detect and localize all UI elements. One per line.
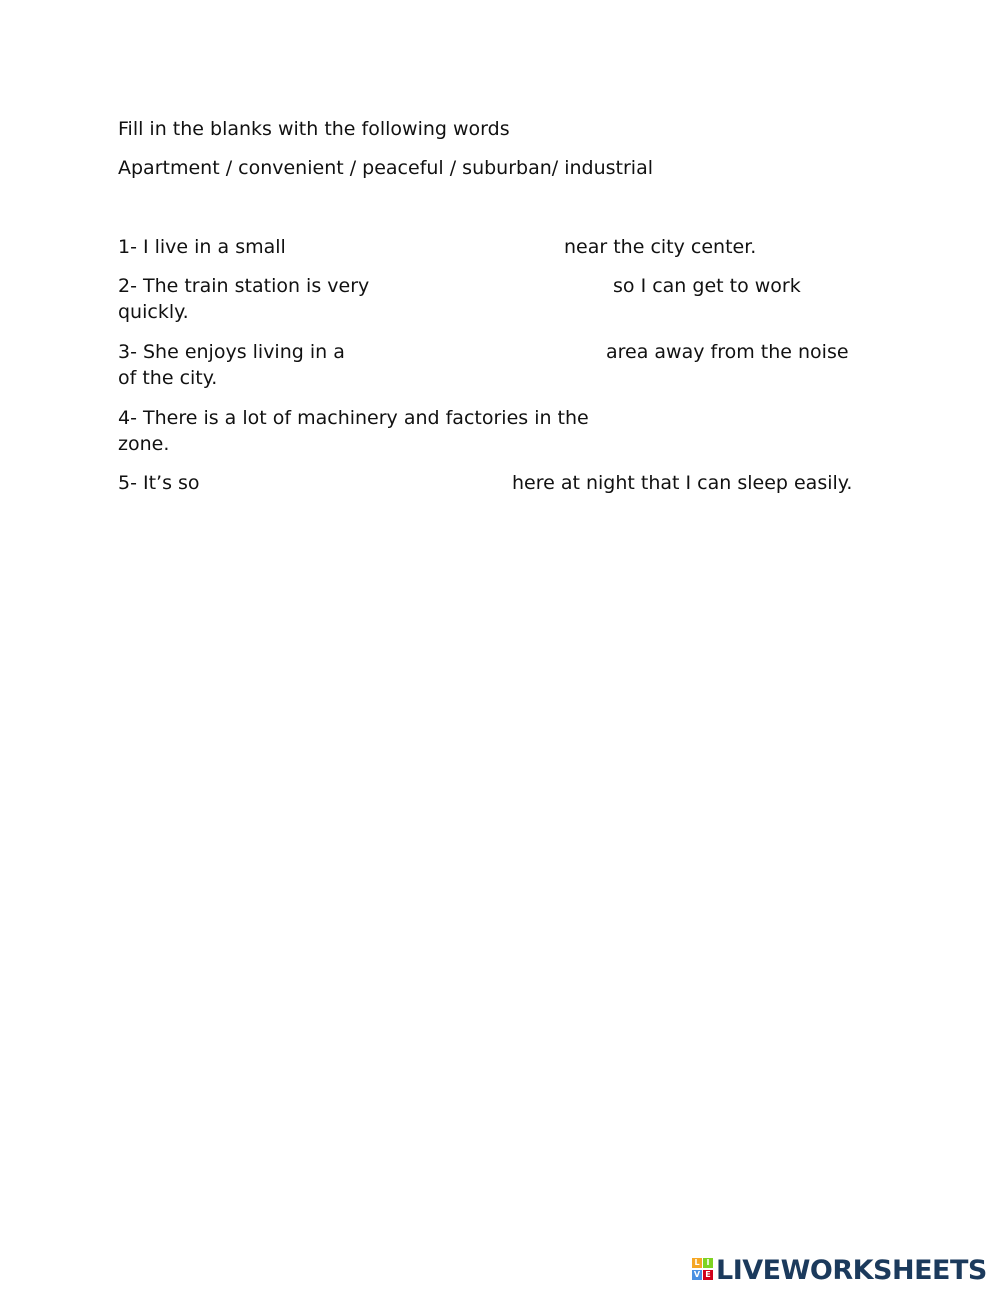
question-1-continuation: near the city center. (564, 236, 757, 258)
question-5-continuation: here at night that I can sleep easily. (512, 472, 853, 494)
question-1-text: 1- I live in a small (118, 236, 286, 258)
question-5-text: 5- It’s so (118, 472, 200, 494)
question-2-continuation-line2: quickly. (118, 301, 189, 323)
liveworksheets-logo-icon (692, 1258, 714, 1282)
question-3-continuation: area away from the noise (606, 341, 849, 363)
answer-2-input[interactable] (388, 272, 614, 298)
answer-1-input[interactable] (296, 233, 566, 259)
word-bank: Apartment / convenient / peaceful / suburban/ industrial (118, 157, 654, 179)
liveworksheets-logo (692, 1256, 987, 1284)
question-4-continuation: zone. (118, 433, 170, 455)
answer-3-input[interactable] (370, 338, 608, 364)
answer-4-input[interactable] (610, 404, 868, 430)
logo-mark-e: E (703, 1270, 713, 1280)
answer-5-input[interactable] (214, 469, 514, 495)
question-3-continuation-line2: of the city. (118, 367, 218, 389)
liveworksheets-logo-text: LIVEWORKSHEETS (716, 1254, 987, 1286)
question-2-continuation: so I can get to work (613, 275, 801, 297)
logo-mark-l: L (692, 1258, 702, 1268)
logo-mark-v: V (693, 1270, 701, 1279)
logo-mark-i: I (703, 1258, 713, 1268)
instructions-text: Fill in the blanks with the following words (118, 118, 510, 140)
question-4-text: 4- There is a lot of machinery and factories in the (118, 407, 589, 429)
question-2-text: 2- The train station is very (118, 275, 370, 297)
question-3-text: 3- She enjoys living in a (118, 341, 345, 363)
